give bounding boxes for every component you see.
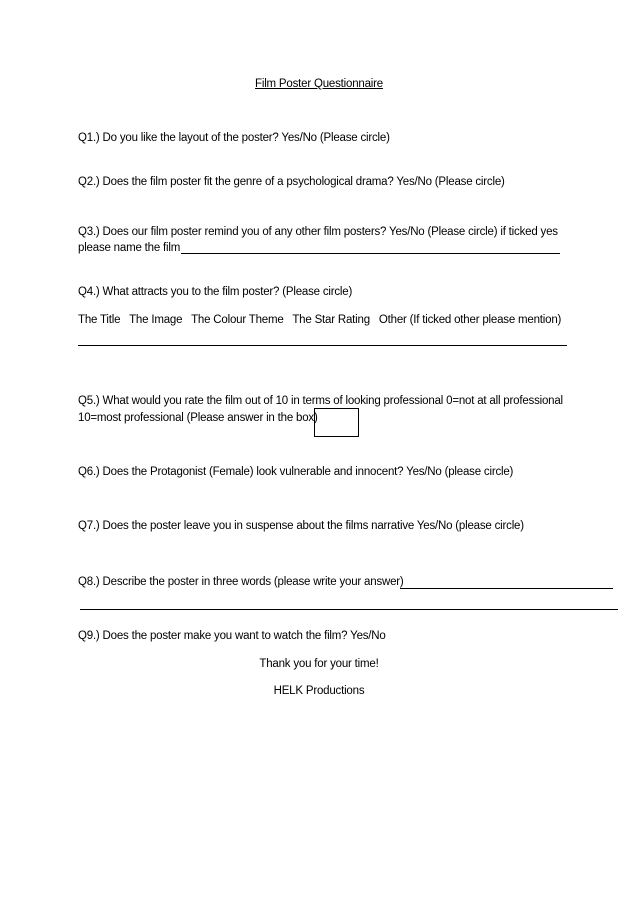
question-9: Q9.) Does the poster make you want to watch the film? Yes/No	[78, 630, 386, 642]
question-2: Q2.) Does the film poster fit the genre of a psychological drama? Yes/No (Please circle)	[78, 176, 505, 188]
question-6: Q6.) Does the Protagonist (Female) look vulnerable and innocent? Yes/No (please circle)	[78, 466, 514, 478]
three-words-answer-line-2[interactable]	[80, 609, 618, 610]
question-8: Q8.) Describe the poster in three words (please write your answer)	[78, 576, 404, 588]
option-colour-theme[interactable]: The Colour Theme	[191, 314, 284, 326]
question-5-line-1: Q5.) What would you rate the film out of 10 in terms of looking professional 0=not at all professional	[78, 395, 563, 407]
question-3-line-1: Q3.) Does our film poster remind you of any other film posters? Yes/No (Please circle) if ticked yes	[78, 226, 558, 238]
other-mention-answer-line[interactable]	[78, 345, 567, 346]
rating-answer-box[interactable]	[314, 408, 359, 437]
film-name-answer-line[interactable]	[181, 253, 560, 254]
question-4: Q4.) What attracts you to the film poster? (Please circle)	[78, 286, 353, 298]
question-7: Q7.) Does the poster leave you in suspense about the films narrative Yes/No (please circle)	[78, 520, 524, 532]
three-words-answer-line-1[interactable]	[400, 588, 613, 589]
question-3-line-2: please name the film	[78, 242, 181, 254]
page-title: Film Poster Questionnaire	[255, 78, 383, 90]
company-name: HELK Productions	[273, 685, 365, 697]
option-other[interactable]: Other (If ticked other please mention)	[378, 314, 562, 326]
thank-you-text: Thank you for your time!	[259, 658, 379, 670]
question-4-options	[78, 313, 567, 327]
option-title[interactable]: The Title	[78, 314, 121, 326]
question-1: Q1.) Do you like the layout of the poster? Yes/No (Please circle)	[78, 132, 390, 144]
question-5-line-2: 10=most professional (Please answer in the box)	[78, 412, 318, 424]
option-image[interactable]: The Image	[129, 314, 183, 326]
option-star-rating[interactable]: The Star Rating	[292, 314, 370, 326]
